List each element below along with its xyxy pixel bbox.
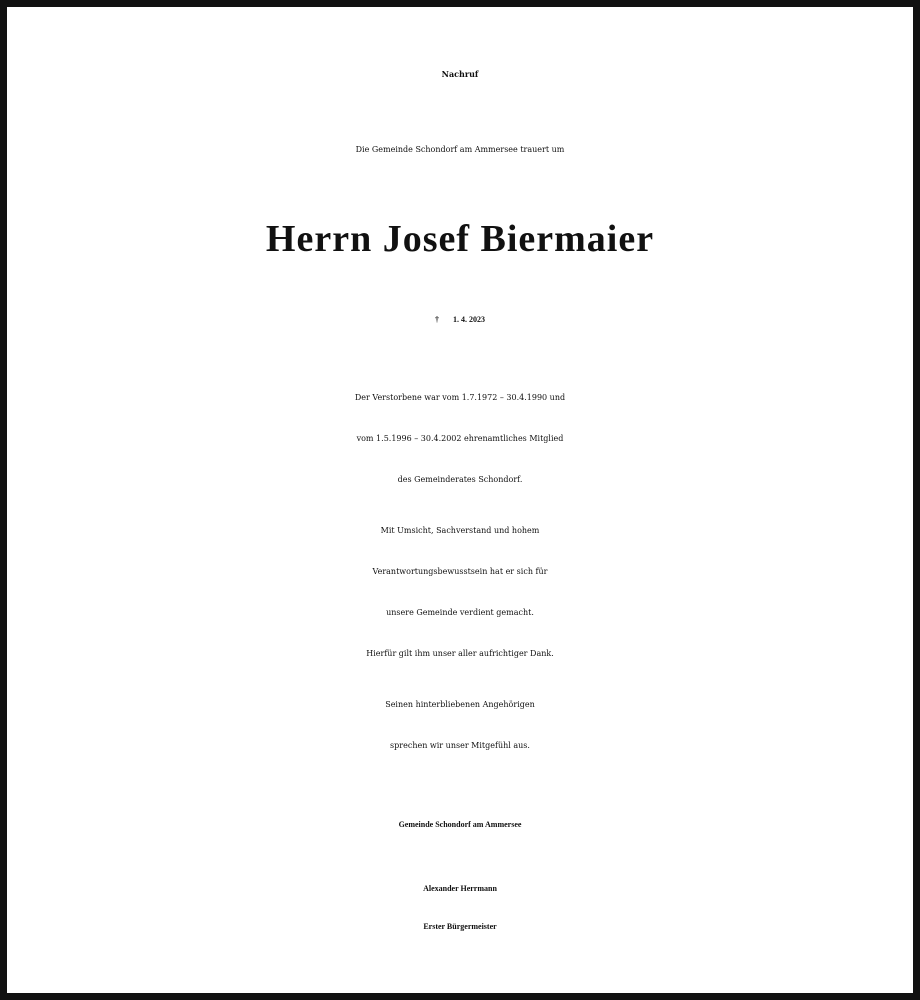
paragraph-1-line-3: des Gemeinderates Schondorf. [397,475,523,484]
municipality-signoff: Gemeinde Schondorf am Ammersee [398,820,522,829]
deceased-name: Herrn Josef Biermaier [265,218,655,260]
cross-icon: † [435,315,439,324]
paragraph-2-line-3: unsere Gemeinde verdient gemacht. [386,608,534,617]
paragraph-2-line-1: Mit Umsicht, Sachverstand und hohem [380,526,540,535]
signer-name: Alexander Herrmann [423,884,497,893]
notice-heading: Nachruf [441,69,479,79]
death-date: 1. 4. 2023 [453,315,485,324]
paragraph-3-line-2: sprechen wir unser Mitgefühl aus. [390,741,530,750]
signer-title: Erster Bürgermeister [423,922,497,931]
paragraph-2-line-2: Verantwortungsbewusstsein hat er sich für [372,567,548,576]
death-date-line [0,300,920,340]
paragraph-3-line-1: Seinen hinterbliebenen Angehörigen [385,700,535,709]
paragraph-1-line-1: Der Verstorbene war vom 1.7.1972 – 30.4.1990 und [354,393,566,402]
paragraph-1-line-2: vom 1.5.1996 – 30.4.2002 ehrenamtliches Mitglied [356,434,564,443]
paragraph-2-line-4: Hierfür gilt ihm unser aller aufrichtiger Dank. [366,649,554,658]
intro-line: Die Gemeinde Schondorf am Ammersee trauert um [355,145,565,154]
